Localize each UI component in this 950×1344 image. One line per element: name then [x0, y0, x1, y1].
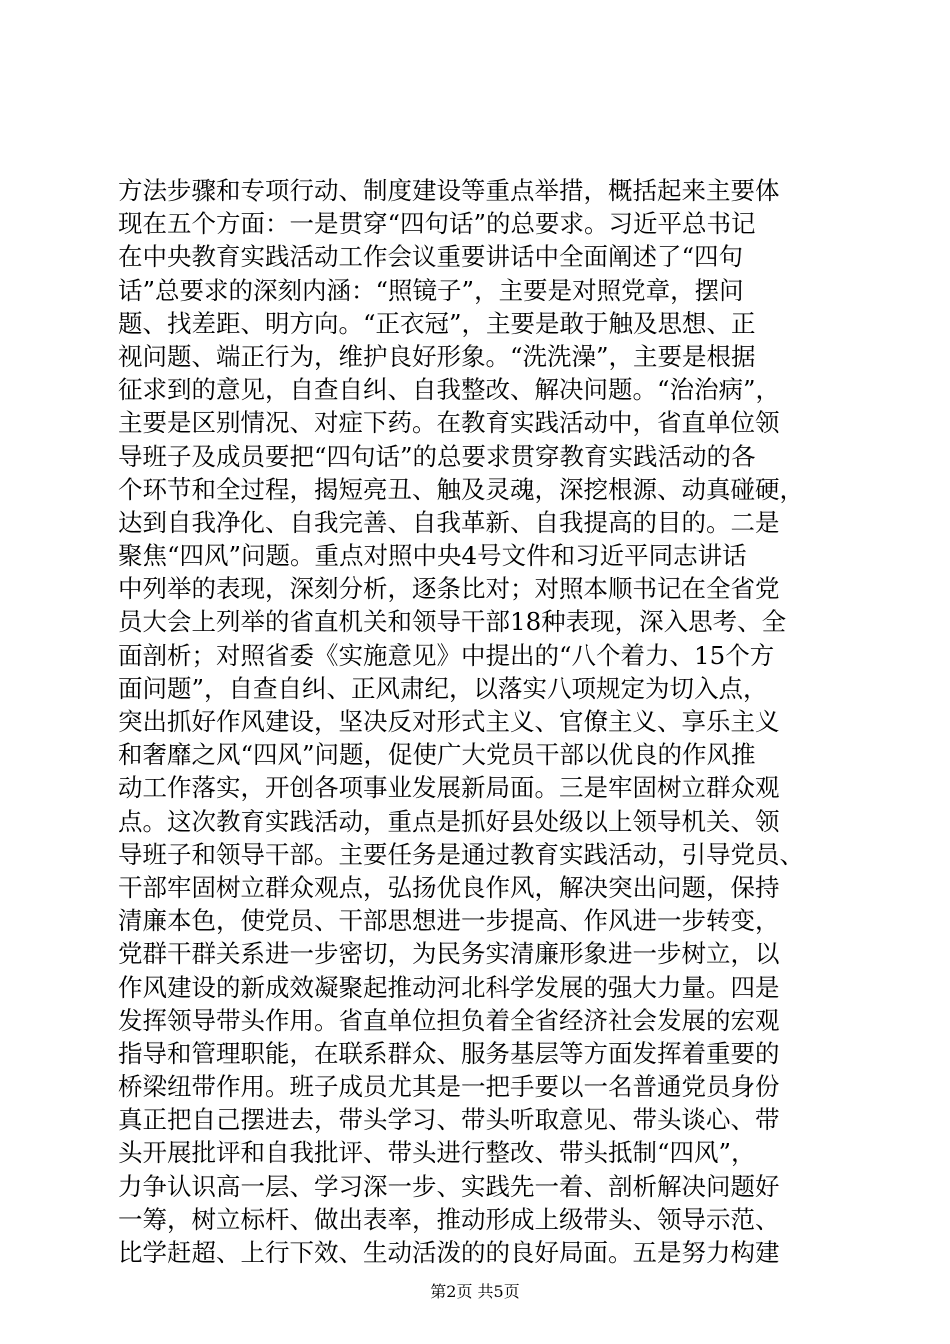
- text-line: 中列举的表现，深刻分析，逐条比对；对照本顺书记在全省党: [118, 574, 780, 604]
- text-line: 话”总要求的深刻内涵：“照镜子”，主要是对照党章，摆问: [118, 275, 744, 305]
- text-line: 个环节和全过程，揭短亮丑、触及灵魂，深挖根源、动真碰硬，: [118, 474, 804, 504]
- text-line: 视问题、端正行为，维护良好形象。“洗洗澡”，主要是根据: [118, 341, 756, 371]
- text-line: 面剖析；对照省委《实施意见》中提出的“八个着力、15个方: [118, 640, 775, 670]
- text-line: 突出抓好作风建设，坚决反对形式主义、官僚主义、享乐主义: [118, 707, 780, 736]
- text-line: 在中央教育实践活动工作会议重要讲话中全面阐述了“四句: [118, 242, 744, 272]
- text-line: 点。这次教育实践活动，重点是抓好县处级以上领导机关、领: [118, 806, 780, 836]
- text-line: 比学赶超、上行下效、生动活泼的的良好局面。五是努力构建: [118, 1238, 780, 1267]
- text-line: 清廉本色，使党员、干部思想进一步提高、作风进一步转变，: [118, 906, 780, 936]
- text-line: 员大会上列举的省直机关和领导干部18种表现，深入思考、全: [118, 607, 787, 637]
- text-line: 干部牢固树立群众观点，弘扬优良作风，解决突出问题，保持: [118, 872, 780, 902]
- body-paragraph: [118, 174, 838, 1269]
- text-line: 力争认识高一层、学习深一步、实践先一着、剖析解决问题好: [118, 1171, 780, 1201]
- text-line: 现在五个方面：一是贯穿“四句话”的总要求。习近平总书记: [118, 209, 756, 239]
- text-line: 征求到的意见，自查自纠、自我整改、解决问题。“治治病”，: [118, 375, 781, 405]
- text-line: 桥梁纽带作用。班子成员尤其是一把手要以一名普通党员身份: [118, 1072, 780, 1102]
- text-line: 作风建设的新成效凝聚起推动河北科学发展的强大力量。四是: [118, 972, 780, 1002]
- text-line: 指导和管理职能，在联系群众、服务基层等方面发挥着重要的: [118, 1038, 780, 1068]
- text-line: 主要是区别情况、对症下药。在教育实践活动中，省直单位领: [118, 408, 780, 438]
- text-line: 头开展批评和自我批评、带头进行整改、带头抵制“四风”，: [118, 1138, 756, 1168]
- text-line: 达到自我净化、自我完善、自我革新、自我提高的目的。二是: [118, 507, 780, 537]
- text-line: 一筹，树立标杆、做出表率，推动形成上级带头、领导示范、: [118, 1204, 780, 1234]
- text-line: 导班子及成员要把“四句话”的总要求贯穿教育实践活动的各: [118, 441, 756, 471]
- text-line: 发挥领导带头作用。省直单位担负着全省经济社会发展的宏观: [118, 1005, 780, 1035]
- text-line: 聚焦“四风”问题。重点对照中央4号文件和习近平同志讲话: [118, 541, 747, 571]
- text-line: 动工作落实，开创各项事业发展新局面。三是牢固树立群众观: [118, 773, 780, 803]
- text-line: 导班子和领导干部。主要任务是通过教育实践活动，引导党员、: [118, 839, 804, 869]
- text-line: 和奢靡之风“四风”问题，促使广大党员干部以优良的作风推: [118, 740, 756, 770]
- text-line: 面问题”，自查自纠、正风肃纪，以落实八项规定为切入点，: [118, 673, 768, 703]
- text-line: 题、找差距、明方向。“正衣冠”，主要是敢于触及思想、正: [118, 308, 756, 338]
- text-line: 真正把自己摆进去，带头学习、带头听取意见、带头谈心、带: [118, 1105, 780, 1135]
- page-footer: 第2页 共5页: [430, 1282, 520, 1301]
- text-line: 党群干群关系进一步密切，为民务实清廉形象进一步树立，以: [118, 939, 780, 969]
- text-line: 方法步骤和专项行动、制度建设等重点举措，概括起来主要体: [118, 176, 780, 205]
